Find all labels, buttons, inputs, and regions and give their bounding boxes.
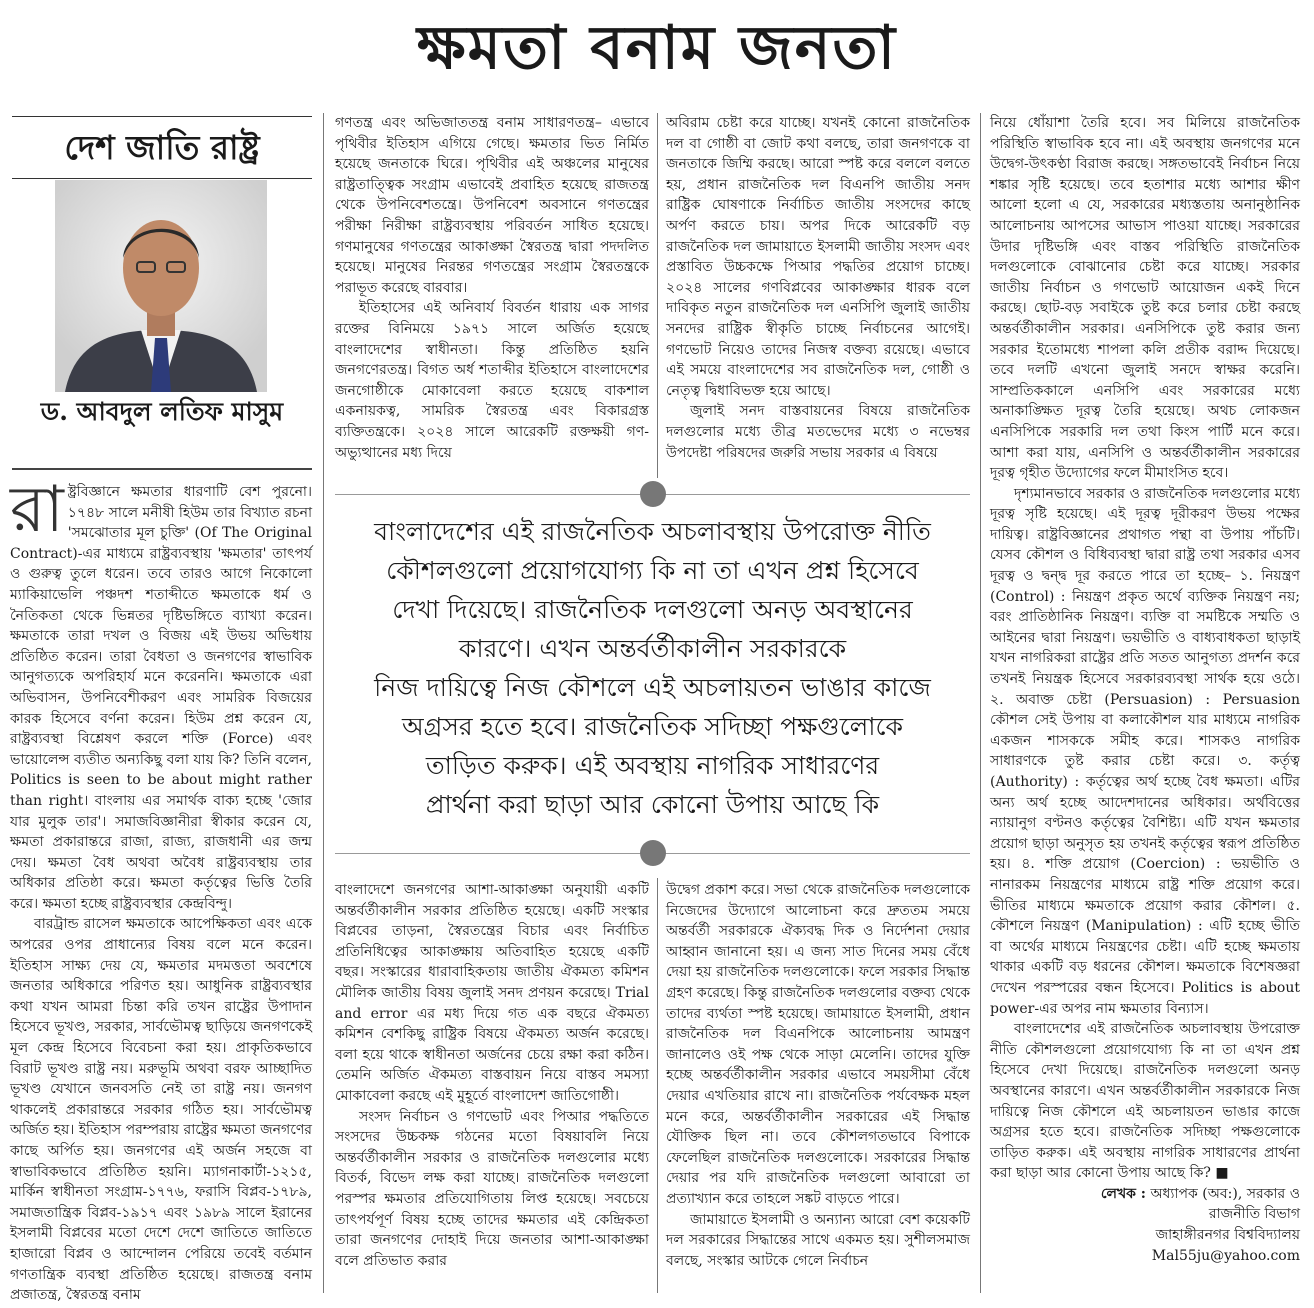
author-photo (55, 180, 267, 392)
paragraph: দৃশ্যমানভাবে সরকার ও রাজনৈতিক দলগুলোর মধ্যে দূরত্ব সৃষ্টি হয়েছে। এই দূরত্ব দূরীকরণ উভয় পক্ষের দায়িত্ব। রাষ্ট্রবিজ্ঞানের প্রথাগত পন্থা বা উপায় পাঁচটি। যেসব কৌশল ও বিধিব্যবস্থা দ্বারা রাষ্ট্র তথা সরকার এসব দূরত্ব ও দ্বন্দ্ব দূর করতে পারে তা হচ্ছে– ১. নিয়ন্ত্রণ (Control) : নিয়ন্ত্রণ প্রকৃত অর্থে ব্যক্তিক নিয়ন্ত্রণ নয়; বরং প্রাতিষ্ঠানিক নিয়ন্ত্রণ। ব্যক্তি বা সমষ্টিকে সম্মতি ও আইনের দ্বারা নিয়ন্ত্রণ। ভয়ভীতি ও বাধ্যবাধকতা ছাড়াই যখন নাগরিকরা রাষ্ট্রের প্রতি সতত আনুগত্য প্রদর্শন করে তখনই নিয়ন্ত্রক হিসেবে সরকারব্যবস্থা সার্থক হয়ে ওঠে। ২. অবাক্ত চেষ্টা (Persuasion) : Persuasion কৌশল সেই উপায় বা কলাকৌশল যার মাধ্যমে নাগরিক একজন শাসককে সমীহ করে। শাসকও নাগরিক সাধারণকে তুষ্ট করার চেষ্টা করে। ৩. কর্তৃত্ব (Authority) : কর্তৃত্বের অর্থ হচ্ছে বৈধ ক্ষমতা। এটির অন্য অর্থ হচ্ছে আদেশদানের অধিকার। অর্থবিত্তের ন্যায়ানুগ বণ্টনও কর্তৃত্বের বৈশিষ্ট্য। এটি যখন ক্ষমতার প্রয়োগ ছাড়া অনুসৃত হয় তখনই কর্তৃত্বের স্বরূপ প্রতিষ্ঠিত হয়। ৪. শক্তি প্রয়োগ (Coercion) : ভয়ভীতি ও নানারকম নিয়ন্ত্রণের মাধ্যমে রাষ্ট্র শক্তি প্রয়োগ করে। ভীতির মাধ্যমে ক্ষমতাকে প্রয়োগ করার কৌশল। ৫. কৌশলে নিয়ন্ত্রণ (Manipulation) : এটি হচ্ছে ভীতি বা অর্থের মাধ্যমে নিয়ন্ত্রণের চেষ্টা। এটি হচ্ছে ক্ষমতায় থাকার একটি বড় ধরনের কৌশল। ক্ষমতাকে বিশেষজ্ঞরা দেখেন পরস্পরের বন্ধন হিসেবে। Politics is about power-এর অপর নাম ক্ষমতার বিন্যাস। (990, 485, 1300, 1017)
article-column-3-top (666, 113, 970, 479)
pull-quote-line: প্রার্থনা করা ছাড়া আর কোনো উপায় আছে কি (425, 790, 880, 819)
paragraph: বারট্রান্ড রাসেল ক্ষমতাকে আপেক্ষিকতা এবং একে অপরের ওপর প্রাধান্যের বিষয় বলে মনে করেন। ইতিহাস সাক্ষ্য দেয় যে, ক্ষমতার মদমত্ততা অবশেষে জনতার অধিকারে পরিণত হয়। আধুনিক রাষ্ট্রব্যবস্থার কথা যখন আমরা চিন্তা করি তখন রাষ্ট্রের উপাদান হিসেবে ভূখণ্ড, সরকার, সার্বভৌমত্ব ছাড়িয়ে জনগণকেই মূল কেন্দ্র হিসেবে বিবেচনা করা হয়। প্রাকৃতিকভাবে বিরাট ভূখণ্ড রাষ্ট্র নয়। মরুভূমি অথবা বরফ আচ্ছাদিত ভূখণ্ড যেখানে জনবসতি নেই তা রাষ্ট্র নয়। জনগণ থাকলেই প্রকারান্তরে সরকার গঠিত হয়। সার্বভৌমত্ব অর্জিত হয়। ইতিহাস পরম্পরায় রাষ্ট্রের ক্ষমতা জনগণের কাছে অর্পিত হয়। জনগণের এই অর্জন সহজে বা স্বাভাবিকভাবে প্রতিষ্ঠিত হয়নি। ম্যাগনাকার্টা-১২১৫, মার্কিন স্বাধীনতা সংগ্রাম-১৭৭৬, ফরাসি বিপ্লব-১৭৮৯, সমাজতান্ত্রিক বিপ্লব-১৯১৭ এবং ১৯৮৯ সালে ইরানের ইসলামী বিপ্লবের মতো দেশে দেশে জাতিতে জাতিতে হাজারো বিপ্লব ও আন্দোলন পেরিয়ে তবেই বর্তমান গণতান্ত্রিক ব্যবস্থা প্রতিষ্ঠিত হয়েছে। রাজতন্ত্র বনাম প্রজাতন্ত্র, স্বৈরতন্ত্র বনাম (10, 916, 312, 1304)
paragraph: সংসদ নির্বাচন ও গণভোট এবং পিআর পদ্ধতিতে সংসদের উচ্চকক্ষ গঠনের মতো বিষয়াবলি নিয়ে অন্তর্বর্তীকালীন সরকার ও রাজনৈতিক দলগুলোর মধ্যে বিতর্ক, বিভেদ লক্ষ করা যাচ্ছে। রাজনৈতিক দলগুলো পরস্পর ক্ষমতার প্রতিযোগিতায় লিপ্ত হয়েছে। সবচেয়ে তাৎপর্যপূর্ণ বিষয় হচ্ছে তাদের ক্ষমতার এই কেন্দ্রিকতা তারা জনগণের দোহাই দিয়ে জনতার আশা-আকাঙ্ক্ষা বলে প্রতিভাত করার (335, 1108, 649, 1269)
pull-quote (335, 512, 970, 832)
divider (12, 178, 312, 179)
signature-label: লেখক : (1100, 1185, 1146, 1202)
pull-quote-line: নিজ দায়িত্বে নিজ কৌশলে এই অচলায়তন ভাঙার কাজে (374, 673, 931, 702)
paragraph: বাংলাদেশে জনগণের আশা-আকাঙ্ক্ষা অনুযায়ী একটি অন্তর্বর্তীকালীন সরকার প্রতিষ্ঠিত হয়েছে। একটি সংস্কার বিপ্লবের তাড়না, স্বৈরতন্ত্রের বিচার এবং নির্বাচিত প্রতিনিধিত্বের আকাঙ্ক্ষায় অতিবাহিত হয়েছে একটি বছর। সংস্কারের ধারাবাহিকতায় জাতীয় ঐকমত্য কমিশন মৌলিক জাতীয় বিষয় জুলাই সনদ প্রণয়ন করেছে। Trial and error এর মধ্য দিয়ে গত এক বছরে ঐকমত্য কমিশন বেশকিছু রাষ্ট্রিক বিষয়ে ঐকমত্য অর্জন করেছে। বলা হয়ে থাকে স্বাধীনতা অর্জনের চেয়ে রক্ষা করা কঠিন। তেমনি অর্জিত ঐকমত্য বাস্তবায়ন নিয়ে বাস্তব সমস্যা মোকাবেলা করছে এই মুহূর্তে বাংলাদেশ জাতিগোষ্ঠী। (335, 882, 649, 1104)
paragraph: গণতন্ত্র এবং অভিজাততন্ত্র বনাম সাধারণতন্ত্র– এভাবে পৃথিবীর ইতিহাস এগিয়ে গেছে। ক্ষমতার ভিত নির্মিত হয়েছে জনতাকে ঘিরে। পৃথিবীর এই অঞ্চলের মানুষের রাষ্ট্রতাত্ত্বিক সংগ্রাম এভাবেই প্রবাহিত হয়েছে রাজতন্ত্র থেকে উপনিবেশতন্ত্রে। উপনিবেশ অবসানে গণতন্ত্রের পরীক্ষা নিরীক্ষা রাষ্ট্রব্যবস্থায় পরিবর্তন সাধিত হয়েছে। গণমানুষের গণতন্ত্রের আকাঙ্ক্ষা স্বৈরতন্ত্র দ্বারা পদদলিত হয়েছে। মানুষের নিরন্তর গণতন্ত্রের সংগ্রাম স্বৈরতন্ত্রকে পরাভূত করেছে বারবার। (335, 115, 649, 296)
divider (12, 468, 312, 470)
article-column-1 (10, 473, 312, 1304)
paragraph: নিয়ে ধোঁয়াশা তৈরি হবে। সব মিলিয়ে রাজনৈতিক পরিস্থিতি স্বাভাবিক হবে না। এই অবস্থায় জনগণের মনে উদ্বেগ-উৎকণ্ঠা বিরাজ করছে। সঙ্গতভাবেই নির্বাচন নিয়ে শঙ্কার সৃষ্টি হয়েছে। তবে হতাশার মধ্যে আশার ক্ষীণ আলো হলো এ যে, সরকারের মধ্যস্ততায় অনানুষ্ঠানিক আলোচনায় আপসের আভাস পাওয়া যাচ্ছে। সরকারের উদার দৃষ্টিভঙ্গি এবং বাস্তব পরিস্থিতি রাজনৈতিক দলগুলোকে বোঝানোর চেষ্টা করে যাচ্ছে। সরকার জাতীয় নির্বাচন ও গণভোট আয়োজন একই দিনে করছে। ছোট-বড় সবাইকে তুষ্ট করে চলার চেষ্টা করছে অন্তর্বর্তীকালীন সরকার। এনসিপিকে তুষ্ট করার জন্য সরকার ইতোমধ্যে শাপলা কলি প্রতীক বরাদ্দ দিয়েছে। তবে দলটি এখনো জুলাই সনদে স্বাক্ষর করেনি। সাম্প্রতিককালে এনসিপি এবং সরকারের মধ্যে অনাকাঙ্ক্ষিত দূরত্ব তৈরি হয়েছে। অথচ লোকজন এনসিপিকে সরকারি দল তথা কিংস পার্টি মনে করে। আশা করা যায়, এনসিপি ও অন্তর্বর্তীকালীন সরকারের দূরত্ব গৃহীত উদ্যোগের ফলে মীমাংসিত হবে। (990, 115, 1300, 482)
article-column-3-bottom (666, 880, 970, 1294)
pull-quote-line: কৌশলগুলো প্রয়োগযোগ্য কি না তা এখন প্রশ্ন হিসেবে (386, 556, 919, 585)
author-signature (990, 1184, 1300, 1266)
author-name: ড. আবদুল লতিফ মাসুম (40, 397, 284, 426)
divider (12, 116, 312, 117)
paragraph: জামায়াতে ইসলামী ও অন্যান্য আরো বেশ কয়েকটি দল সরকারের সিদ্ধান্তের সাথে একমত হয়। সুশীলসমাজ বলছে, সংস্কার আটকে গেলে নির্বাচন (666, 1211, 970, 1269)
paragraph: রাষ্ট্রবিজ্ঞানে ক্ষমতার ধারণাটি বেশ পুরনো। ১৭৪৮ সালে মনীষী হিউম তার বিখ্যাত রচনা 'সমঝোতার মূল চুক্তি' (Of The Original Contract)-এর মাধ্যমে রাষ্ট্রব্যবস্থায় 'ক্ষমতার' তাৎপর্য ও গুরুত্ব তুলে ধরেন। তবে তারও আগে নিকোলো ম্যাকিয়াভেলি পঞ্চদশ শতাব্দীতে ক্ষমতাকে ধর্ম ও নৈতিকতা থেকে ভিন্নতর দৃষ্টিভঙ্গিতে ব্যাখ্যা করেন। ক্ষমতাকে তারা দখল ও বিজয় এই উভয় অভিধায় প্রতিষ্ঠিত করেন। তারা বৈধতা ও জনগণের স্বাভাবিক আনুগত্যকে অপরিহার্য মনে করেননি। ক্ষমতাকে এরা অভিবাসন, উপনিবেশীকরণ এবং সামরিক বিজয়ের কারক হিসেবে বর্ণনা করেন। হিউম প্রশ্ন করেন যে, রাষ্ট্রব্যবস্থা বিশ্লেষণ করলে শক্তি (Force) এবং ভায়োলেন্স ব্যতীত অন্যকিছু বলা যায় কি? তিনি বলেন, Politics is seen to be about might rather than right। বাংলায় এর সমার্থক বাক্য হচ্ছে 'জোর যার মুলুক তার'। সমাজবিজ্ঞানীরা স্বীকার করেন যে, ক্ষমতা প্রকারান্তরে রাজা, রাজ্য, রাজধানী এর জন্ম দেয়। ক্ষমতা বৈধ অথবা অবৈধ রাষ্ট্রব্যবস্থায় তার অধিকার প্রতিষ্ঠা করে। ক্ষমতা কর্তৃত্বের ভিত্তি তৈরি করে। ক্ষমতা হচ্ছে রাষ্ট্রব্যবস্থার কেন্দ্রবিন্দু। (10, 473, 312, 912)
pull-quote-line: বাংলাদেশের এই রাজনৈতিক অচলাবস্থায় উপরোক্ত নীতি (374, 517, 931, 546)
column-rule (657, 113, 658, 478)
column-name: দেশ জাতি রাষ্ট্র (64, 128, 260, 167)
pull-quote-line: কারণে। এখন অন্তর্বর্তীকালীন সরকারকে (458, 634, 847, 663)
article-column-2-top (335, 113, 649, 479)
paragraph: অবিরাম চেষ্টা করে যাচ্ছে। যখনই কোনো রাজনৈতিক দল বা গোষ্ঠী বা জোট কথা বলছে, তারা জনগণকে বা জনতাকে জিম্মি করছে। আরো স্পষ্ট করে বললে বলতে হয়, প্রধান রাজনৈতিক দল বিএনপি জাতীয় সনদ রাষ্ট্রিক ঘোষণাকে নির্বাচিত জাতীয় সংসদের কাছে অর্পণ করতে চায়। অপর দিকে আরেকটি বড় রাজনৈতিক দল জামায়াতে ইসলামী জাতীয় সংসদ এবং প্রস্তাবিত উচ্চকক্ষে পিআর পদ্ধতির প্রয়োগ চাচ্ছে। ২০২৪ সালের গণবিপ্লবের আকাঙ্ক্ষার ধারক বলে দাবিকৃত নতুন রাজনৈতিক দল এনসিপি জুলাই জাতীয় সনদের রাষ্ট্রিক স্বীকৃতি চাচ্ছে নির্বাচনের আগেই। গণভোট নিয়েও তাদের নিজস্ব বক্তব্য রয়েছে। এভাবে এই সময়ে বাংলাদেশের সব রাজনৈতিক দল, গোষ্ঠী ও নেতৃত্ব দ্বিধাবিভক্ত হয়ে আছে। (666, 115, 970, 399)
article-column-2-bottom (335, 880, 649, 1294)
article-column-4 (990, 113, 1300, 1294)
column-rule (657, 878, 658, 1293)
column-rule (980, 113, 981, 1293)
paragraph: বাংলাদেশের এই রাজনৈতিক অচলাবস্থায় উপরোক্ত নীতি কৌশলগুলো প্রয়োগযোগ্য কি না তা এখন প্রশ্ন হিসেবে দেখা দিয়েছে। রাজনৈতিক দলগুলো অনড় অবস্থানের কারণে। এখন অন্তর্বর্তীকালীন সরকারকে নিজ দায়িত্বে নিজ কৌশলে এই অচলায়তন ভাঙার কাজে অগ্রসর হতে হবে। রাজনৈতিক সদিচ্ছা পক্ষগুলোকে তাড়িত করুক। এই অবস্থায় নাগরিক সাধারণের প্রার্থনা করা ছাড়া আর কোনো উপায় আছে কি? ■ (990, 1021, 1300, 1182)
paragraph: ইতিহাসের এই অনিবার্য বিবর্তন ধারায় এক সাগর রক্তের বিনিময়ে ১৯৭১ সালে অর্জিত হয়েছে বাংলাদেশের স্বাধীনতা। কিন্তু প্রতিষ্ঠিত হয়নি জনগণেরতন্ত্র। বিগত অর্ধ শতাব্দীর ইতিহাসে বাংলাদেশের জনগোষ্ঠীকে মোকাবেলা করতে হয়েছে বাকশাল একনায়কত্ব, সামরিক স্বৈরতন্ত্র এবং বিকারগ্রস্ত ব্যক্তিতন্ত্রকে। ২০২৪ সালে আরেকটি রক্তক্ষয়ী গণ-অভ্যুত্থানের মধ্য দিয়ে (335, 300, 649, 461)
pull-quote-line: অগ্রসর হতে হবে। রাজনৈতিক সদিচ্ছা পক্ষগুলোকে (401, 712, 904, 741)
article-title: ক্ষমতা বনাম জনতা (417, 13, 897, 83)
pull-quote-line: তাড়িত করুক। এই অবস্থায় নাগরিক সাধারণের (425, 751, 880, 780)
signature-line: অধ্যাপক (অব:), সরকার ও (1150, 1185, 1300, 1202)
bullet-dot-icon (640, 840, 666, 866)
bullet-dot-icon (640, 481, 666, 507)
signature-line: জাহাঙ্গীরনগর বিশ্ববিদ্যালয় (1155, 1227, 1300, 1244)
paragraph: জুলাই সনদ বাস্তবায়নের বিষয়ে রাজনৈতিক দলগুলোর মধ্যে তীব্র মতভেদের মধ্যে ৩ নভেম্বর উপদেষ্টা পরিষদের জরুরি সভায় সরকার এ বিষয়ে (666, 403, 970, 461)
pull-quote-line: দেখা দিয়েছে। রাজনৈতিক দলগুলো অনড় অবস্থানের (392, 595, 913, 624)
column-rule (323, 113, 324, 1293)
author-email: Mal55ju@yahoo.com (1151, 1247, 1300, 1264)
paragraph: উদ্বেগ প্রকাশ করে। সভা থেকে রাজনৈতিক দলগুলোকে নিজেদের উদ্যোগে আলোচনা করে দ্রুততম সময়ে অন্তর্বর্তী সরকারকে ঐক্যবদ্ধ দিক ও নির্দেশনা দেয়ার আহ্বান জানানো হয়। এ জন্য সাত দিনের সময় বেঁধে দেয়া হয় রাজনৈতিক দলগুলোকে। ফলে সরকার সিদ্ধান্ত গ্রহণ করেছে। কিন্তু রাজনৈতিক দলগুলোর বক্তব্য থেকে তাদের ব্যর্থতা স্পষ্ট হয়েছে। জামায়াতে ইসলামী, প্রধান রাজনৈতিক দল বিএনপিকে আলোচনায় আমন্ত্রণ জানালেও ওই পক্ষ থেকে সাড়া মেলেনি। তাদের যুক্তি হচ্ছে অন্তর্বর্তীকালীন সরকার এভাবে সময়সীমা বেঁধে দেয়ার এখতিয়ার রাখে না। রাজনৈতিক পর্যবেক্ষক মহল মনে করে, অন্তর্বর্তীকালীন সরকারের এই সিদ্ধান্ত যৌক্তিক ছিল না। তবে কৌশলগতভাবে বিপাকে ফেলেছিল রাজনৈতিক দলগুলোকে। সরকারের সিদ্ধান্ত দেয়ার পর যদি রাজনৈতিক দলগুলো আবারো তা প্রত্যাখ্যান করে তাহলে সঙ্কট বাড়তে পারে। (666, 882, 970, 1207)
signature-line: রাজনীতি বিভাগ (1208, 1206, 1300, 1223)
drop-cap: রা (10, 473, 64, 547)
